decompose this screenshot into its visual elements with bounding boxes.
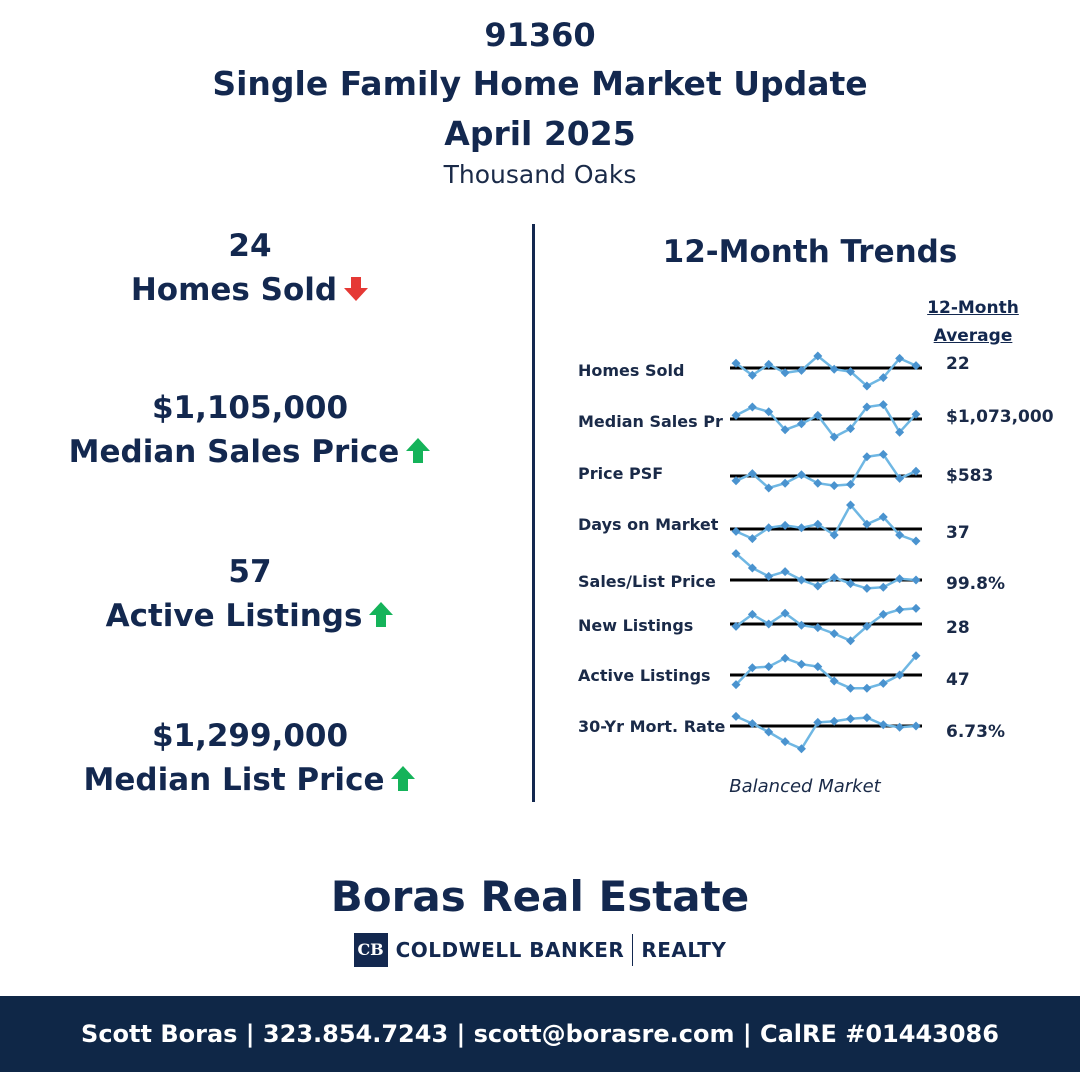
stat-value: $1,299,000 — [151, 718, 349, 754]
stat-homes-sold — [20, 228, 480, 308]
page-title: Single Family Home Market Update — [212, 64, 868, 103]
trend-line — [736, 716, 916, 748]
trend-point — [895, 605, 904, 614]
stat-label: Active Listings — [105, 598, 363, 634]
trends-title: 12-Month Trends — [662, 234, 958, 270]
trend-point — [846, 714, 855, 723]
stat-label: Median Sales Price — [68, 434, 400, 470]
column-divider — [532, 224, 535, 802]
trend-point — [781, 479, 790, 488]
trend-point — [912, 604, 921, 613]
trend-point — [912, 537, 921, 546]
stat-value: $1,105,000 — [151, 390, 349, 426]
partner-name-left: COLDWELL BANKER — [395, 938, 625, 962]
average-column-header — [918, 294, 1028, 350]
trend-line — [736, 554, 916, 589]
arrow-up-icon — [368, 601, 394, 629]
trend-point — [862, 584, 871, 593]
trend-point — [781, 567, 790, 576]
trend-label: Homes Sold — [578, 361, 685, 380]
trend-point — [830, 717, 839, 726]
trend-label: Active Listings — [578, 666, 711, 685]
trend-point — [797, 660, 806, 669]
arrow-up-icon — [405, 437, 431, 465]
stat-median-list-price — [20, 718, 480, 798]
trend-point — [912, 576, 921, 585]
trend-point — [813, 479, 822, 488]
trend-point — [912, 467, 921, 476]
trend-line — [736, 454, 916, 488]
report-date: April 2025 — [444, 114, 636, 153]
stat-value: 24 — [228, 228, 272, 264]
stat-median-sales-price — [20, 390, 480, 470]
trend-label: Median Sales Pr — [578, 412, 723, 431]
partner-name-right: REALTY — [641, 938, 727, 962]
trend-point — [781, 368, 790, 377]
trend-average: 37 — [946, 523, 970, 543]
partner-logo — [0, 933, 1080, 967]
trend-average: 47 — [946, 670, 970, 690]
brand-name: Boras Real Estate — [330, 872, 750, 921]
trend-point — [797, 470, 806, 479]
trend-point — [797, 419, 806, 428]
trend-line — [736, 656, 916, 688]
sparkline-chart — [726, 330, 926, 770]
trend-average: $583 — [946, 466, 994, 486]
trend-average: $1,073,000 — [946, 407, 1054, 427]
trend-point — [748, 403, 757, 412]
trend-point — [830, 481, 839, 490]
trend-point — [879, 720, 888, 729]
trend-average: 6.73% — [946, 722, 1005, 742]
market-footnote: Balanced Market — [729, 776, 881, 797]
contact-footer: Scott Boras | 323.854.7243 | scott@borasre.com | CalRE #01443086 — [0, 996, 1080, 1072]
partner-separator — [632, 934, 633, 966]
stat-label: Median List Price — [83, 762, 385, 798]
trend-point — [862, 713, 871, 722]
average-header-line1: 12-Month — [927, 298, 1019, 318]
trend-point — [813, 582, 822, 591]
trend-line — [736, 405, 916, 437]
stat-active-listings — [20, 554, 480, 634]
trend-point — [764, 662, 773, 671]
trend-label: Days on Market — [578, 515, 719, 534]
trend-average: 99.8% — [946, 574, 1005, 594]
trend-point — [846, 684, 855, 693]
trend-average: 28 — [946, 618, 970, 638]
stat-value: 57 — [228, 554, 272, 590]
trend-point — [732, 712, 741, 721]
trend-average: 22 — [946, 354, 970, 374]
trend-point — [912, 722, 921, 731]
trend-line — [736, 356, 916, 386]
trend-line — [736, 505, 916, 541]
trend-point — [879, 583, 888, 592]
trend-label: New Listings — [578, 616, 694, 635]
trend-label: 30-Yr Mort. Rate — [578, 717, 726, 736]
trend-point — [732, 476, 741, 485]
trend-point — [862, 684, 871, 693]
arrow-down-icon — [343, 275, 369, 303]
city-name: Thousand Oaks — [443, 160, 637, 189]
average-header-line2: Average — [933, 326, 1013, 346]
trend-point — [895, 723, 904, 732]
trend-label: Sales/List Price — [578, 572, 716, 591]
stat-label: Homes Sold — [130, 272, 338, 308]
trend-point — [797, 523, 806, 532]
trend-point — [830, 629, 839, 638]
trend-point — [797, 576, 806, 585]
trend-label: Price PSF — [578, 464, 664, 483]
arrow-up-icon — [390, 765, 416, 793]
trend-point — [781, 654, 790, 663]
zip-code: 91360 — [484, 16, 596, 54]
trend-point — [879, 679, 888, 688]
trend-point — [895, 574, 904, 583]
coldwell-banker-logo-icon: CB — [354, 933, 388, 967]
